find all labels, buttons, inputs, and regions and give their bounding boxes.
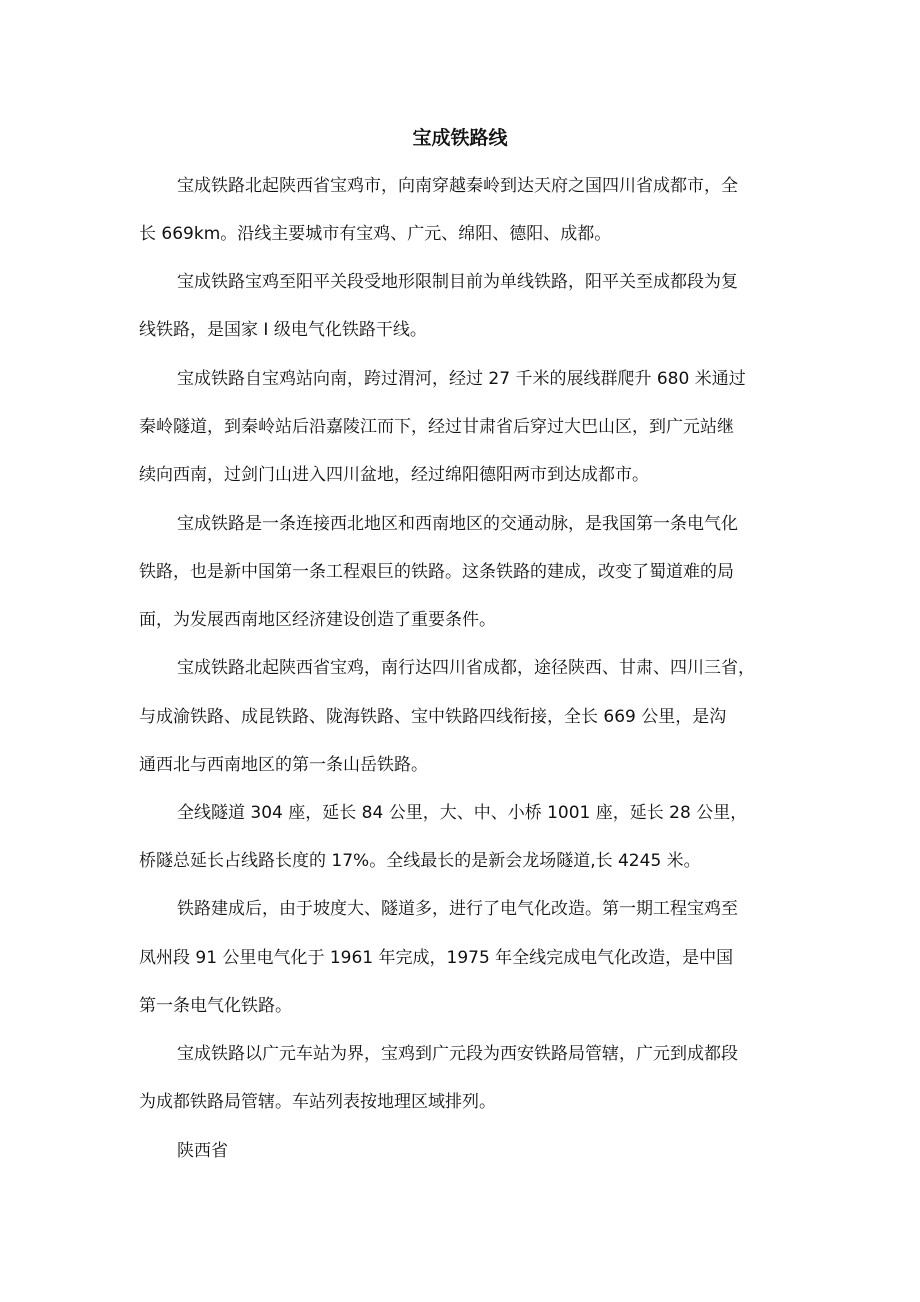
paragraph-line: 铁路，也是新中国第一条工程艰巨的铁路。这条铁路的建成，改变了蜀道难的局 xyxy=(139,562,734,582)
paragraph-line: 宝成铁路自宝鸡站向南，跨过渭河，经过 27 千米的展线群爬升 680 米通过 xyxy=(177,369,746,389)
paragraph-line: 与成渝铁路、成昆铁路、陇海铁路、宝中铁路四线衔接，全长 669 公里，是沟 xyxy=(139,707,727,727)
paragraph-line: 铁路建成后，由于坡度大、隧道多，进行了电气化改造。第一期工程宝鸡至 xyxy=(177,899,738,919)
paragraph-line: 宝成铁路以广元车站为界，宝鸡到广元段为西安铁路局管辖，广元到成都段 xyxy=(177,1044,738,1064)
paragraph-line: 面，为发展西南地区经济建设创造了重要条件。 xyxy=(139,610,496,630)
paragraph-line: 宝成铁路北起陕西省宝鸡市，向南穿越秦岭到达天府之国四川省成都市，全 xyxy=(177,176,738,196)
document-title: 宝成铁路线 xyxy=(412,127,508,149)
section-heading-shaanxi: 陕西省 xyxy=(177,1141,228,1161)
paragraph-line: 长 669km。沿线主要城市有宝鸡、广元、绵阳、德阳、成都。 xyxy=(139,224,612,244)
paragraph-line: 为成都铁路局管辖。车站列表按地理区域排列。 xyxy=(139,1092,496,1112)
paragraph-line: 秦岭隧道，到秦岭站后沿嘉陵江而下，经过甘肃省后穿过大巴山区，到广元站继 xyxy=(139,417,734,437)
paragraph-line: 通西北与西南地区的第一条山岳铁路。 xyxy=(139,755,428,775)
paragraph-line: 宝成铁路宝鸡至阳平关段受地形限制目前为单线铁路，阳平关至成都段为复 xyxy=(177,272,738,292)
paragraph-line: 线铁路，是国家 I 级电气化铁路干线。 xyxy=(139,320,427,340)
paragraph-line: 续向西南，过剑门山进入四川盆地，经过绵阳德阳两市到达成都市。 xyxy=(139,465,649,485)
paragraph-line: 宝成铁路北起陕西省宝鸡，南行达四川省成都，途径陕西、甘肃、四川三省， xyxy=(177,658,755,678)
paragraph-line: 全线隧道 304 座，延长 84 公里，大、中、小桥 1001 座，延长 28 公里， xyxy=(177,803,748,823)
paragraph-line: 宝成铁路是一条连接西北地区和西南地区的交通动脉，是我国第一条电气化 xyxy=(177,514,738,534)
paragraph-line: 第一条电气化铁路。 xyxy=(139,996,292,1016)
paragraph-line: 桥隧总延长占线路长度的 17%。全线最长的是新会龙场隧道,长 4245 米。 xyxy=(139,851,701,871)
paragraph-line: 凤州段 91 公里电气化于 1961 年完成，1975 年全线完成电气化改造，是中国 xyxy=(139,948,734,968)
